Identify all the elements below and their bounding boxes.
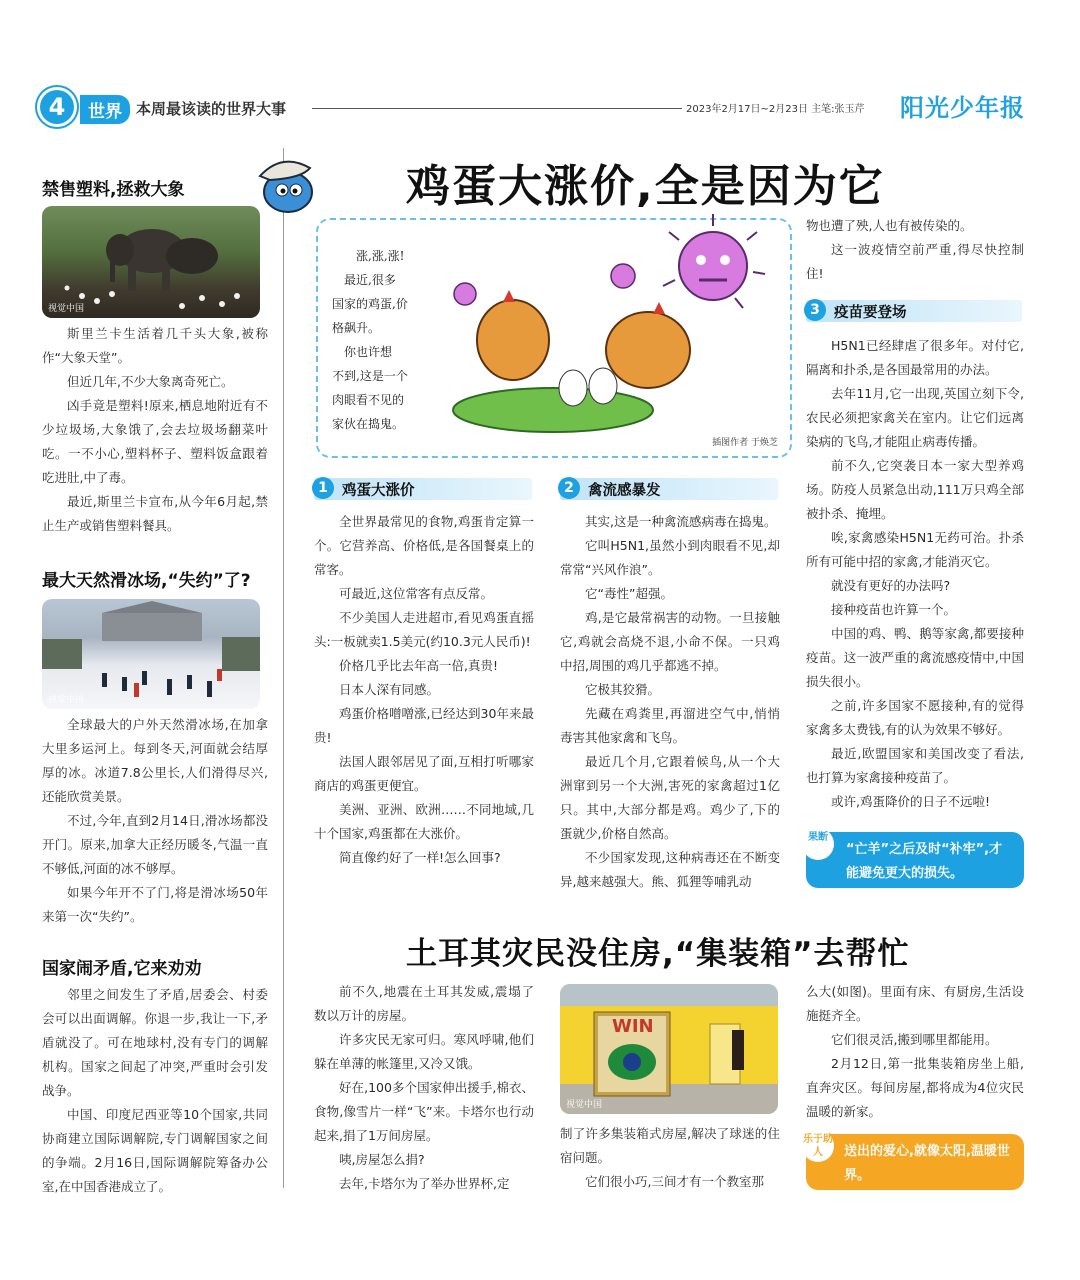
paragraph: 可最近,这位常客有点反常。 (339, 586, 493, 601)
subhead-label: 鸡蛋大涨价 (342, 483, 415, 499)
paragraph: 鸡,是它最常祸害的动物。一旦接触它,鸡就会高烧不退,小命不保。一只鸡中招,周围的鸡几乎都逃不掉。 (560, 610, 780, 673)
subhead-2 (560, 478, 778, 500)
mascot-icon (250, 150, 322, 216)
paragraph: 接种疫苗也许算一个。 (831, 602, 957, 617)
newspaper-logo: 阳光少年报 (900, 94, 1025, 122)
chicken-icon (606, 312, 690, 388)
paragraph: 美洲、亚洲、欧洲……不同地域,几十个国家,鸡蛋都在大涨价。 (314, 802, 534, 841)
paragraph: 其实,这是一种禽流感病毒在捣鬼。 (585, 514, 777, 529)
container-house-photo (560, 984, 778, 1114)
paragraph: 不少国家发现,这种病毒还在不断变异,越来越强大。熊、狐狸等哺乳动 (560, 850, 780, 889)
paragraph: 它们很灵活,搬到哪里都能用。 (831, 1032, 998, 1047)
subhead-3 (806, 300, 1022, 322)
egg-column-2 (560, 510, 780, 894)
subhead-label: 疫苗要登场 (834, 305, 907, 321)
paragraph: 咦,房屋怎么捐? (339, 1152, 425, 1167)
issue-date: 2023年2月17日~2月23日 主笔:张玉芹 (686, 104, 865, 115)
verdict-tag: 果断 (802, 828, 834, 860)
verdict-callout (806, 832, 1024, 888)
paragraph: 它们很小巧,三间才有一个教室那 (585, 1174, 764, 1189)
photo-credit: 视觉中国 (566, 1100, 603, 1110)
turkey-column-3 (806, 980, 1024, 1124)
headline-turkey: 土耳其灾民没住房,“集装箱”去帮忙 (406, 936, 910, 972)
paragraph: 如果今年开不了门,将是滑冰场50年来第一次“失约”。 (42, 885, 268, 924)
egg-column-1 (314, 510, 534, 870)
skating-photo (42, 599, 260, 709)
virus-icon (611, 264, 635, 288)
paragraph: 前不久,地震在土耳其发威,震塌了数以万计的房屋。 (314, 984, 534, 1023)
paragraph: 最近几个月,它跟着候鸟,从一个大洲窜到另一个大洲,害死的家禽超过1亿只。其中,大部分都是鸡。鸡少了,下的蛋就少,价格自然高。 (560, 754, 780, 841)
subhead-number: 2 (558, 477, 580, 499)
elephant-photo (42, 206, 260, 318)
page-tagline: 本周最该读的世界大事 (136, 100, 287, 118)
headline-egg: 鸡蛋大涨价,全是因为它 (406, 161, 885, 212)
chicken-virus-illustration (443, 210, 793, 450)
paragraph: 制了许多集装箱式房屋,解决了球迷的住宿问题。 (560, 1126, 780, 1165)
illustrator-credit: 插图作者 于焕芝 (712, 438, 778, 448)
illustration-poem: 涨,涨,涨! 最近,很多 国家的鸡蛋,价 格飙升。 你也许想 不到,这是一个 肉眼看不见的 家伙在捣鬼。 (332, 249, 408, 431)
virus-icon (454, 283, 476, 305)
help-tag: 乐于助人 (802, 1130, 834, 1162)
paragraph: 日本人深有同感。 (339, 682, 440, 697)
paragraph: 许多灾民无家可归。寒风呼啸,他们躲在单薄的帐篷里,又冷又饿。 (314, 1032, 534, 1071)
paragraph: 先藏在鸡粪里,再溜进空气中,悄悄毒害其他家禽和飞鸟。 (560, 706, 780, 745)
story-title: 禁售塑料,拯救大象 (42, 180, 185, 200)
paragraph: 之前,许多国家不愿接种,有的觉得家禽多太费钱,有的认为效果不够好。 (806, 698, 1024, 737)
paragraph: 斯里兰卡生活着几千头大象,被称作“大象天堂”。 (42, 326, 268, 365)
paragraph: 它“毒性”超强。 (585, 586, 673, 601)
paragraph: 鸡蛋价格噌噌涨,已经达到30年来最贵! (314, 706, 534, 745)
virus-icon (663, 214, 765, 308)
help-text: 送出的爱心,就像太阳,温暖世界。 (844, 1144, 1010, 1183)
column-divider (283, 148, 284, 1188)
turkey-column-2 (560, 1122, 780, 1194)
page-number: 4 (40, 90, 74, 124)
paragraph: 全世界最常见的食物,鸡蛋肯定算一个。它营养高、价格低,是各国餐桌上的常客。 (314, 514, 534, 577)
story-mediation (42, 954, 268, 1199)
help-callout (803, 1134, 1024, 1190)
egg-column-3 (806, 334, 1024, 814)
chicken-icon (477, 300, 549, 380)
story-body (42, 713, 268, 929)
paragraph: 最近,欧盟国家和美国改变了看法,也打算为家禽接种疫苗了。 (806, 746, 1024, 785)
grass-nest (453, 388, 653, 432)
paragraph: 邻里之间发生了矛盾,居委会、村委会可以出面调解。你退一步,我让一下,矛盾就没了。可在地球村,没有专门的调解机构。国家之间起了冲突,严重时会引发战争。 (42, 987, 268, 1098)
paragraph: 去年11月,它一出现,英国立刻下令,农民必须把家禽关在室内。让它们远离染病的飞鸟,才能阻止病毒传播。 (806, 386, 1024, 449)
story-elephants (42, 175, 268, 538)
turkey-column-1 (314, 980, 534, 1196)
paragraph: 凶手竟是塑料!原来,栖息地附近有不少垃圾场,大象饿了,会去垃圾场翻菜叶吃。一不小心,塑料杯子、塑料饭盒跟着吃进肚,中了毒。 (42, 398, 268, 485)
paragraph: 法国人跟邻居见了面,互相打听哪家商店的鸡蛋更便宜。 (314, 754, 534, 793)
paragraph: 2月12日,第一批集装箱房坐上船,直奔灾区。每间房屋,都将成为4位灾民温暖的新家。 (806, 1056, 1024, 1119)
paragraph: 全球最大的户外天然滑冰场,在加拿大里多运河上。每到冬天,河面就会结厚厚的冰。冰道7.8公里长,人们滑得尽兴,还能欣赏美景。 (42, 717, 268, 804)
header-rule (312, 108, 682, 109)
photo-credit: 视觉中国 (48, 695, 85, 705)
paragraph: 物也遭了殃,人也有被传染的。 (806, 218, 973, 233)
egg-column-3-top (806, 214, 1024, 286)
paragraph: 但近几年,不少大象离奇死亡。 (67, 374, 234, 389)
paragraph: 好在,100多个国家伸出援手,棉衣、食物,像雪片一样“飞”来。卡塔尔也行动起来,捐了1万间房屋。 (314, 1080, 534, 1143)
paragraph: 简直像约好了一样!怎么回事? (339, 850, 501, 865)
illustration-box (316, 218, 792, 458)
paragraph: 就没有更好的办法吗? (831, 578, 951, 593)
subhead-number: 1 (312, 477, 334, 499)
paragraph: 这一波疫情空前严重,得尽快控制住! (806, 242, 1024, 281)
paragraph: 不过,今年,直到2月14日,滑冰场都没开门。原来,加拿大正经历暖冬,气温一直不够低,河面的冰不够厚。 (42, 813, 268, 876)
story-body (42, 983, 268, 1199)
paragraph: 或许,鸡蛋降价的日子不远啦! (831, 794, 990, 809)
story-body (42, 322, 268, 538)
subhead-number: 3 (804, 299, 826, 321)
poster-text: WIN (612, 1016, 654, 1037)
photo-credit: 视觉中国 (48, 304, 85, 314)
section-label: 世界 (80, 95, 130, 124)
paragraph: 价格几乎比去年高一倍,真贵! (339, 658, 498, 673)
verdict-text: “亡羊”之后及时“补牢”,才能避免更大的损失。 (846, 842, 1003, 881)
story-skating (42, 566, 268, 929)
paragraph: 不少美国人走进超市,看见鸡蛋直摇头:一板就卖1.5美元(约10.3元人民币)! (314, 610, 534, 649)
subhead-1 (314, 478, 532, 500)
paragraph: 去年,卡塔尔为了举办世界杯,定 (339, 1176, 510, 1191)
paragraph: H5N1已经肆虐了很多年。对付它,隔离和扑杀,是各国最常用的办法。 (806, 338, 1024, 377)
paragraph: 么大(如图)。里面有床、有厨房,生活设施挺齐全。 (806, 984, 1024, 1023)
paragraph: 最近,斯里兰卡宣布,从今年6月起,禁止生产或销售塑料餐具。 (42, 494, 268, 533)
paragraph: 中国、印度尼西亚等10个国家,共同协商建立国际调解院,专门调解国家之间的争端。2月16日,国际调解院筹备办公室,在中国香港成立了。 (42, 1107, 268, 1194)
paragraph: 它极其狡猾。 (585, 682, 661, 697)
paragraph: 唉,家禽感染H5N1无药可治。扑杀所有可能中招的家禽,才能消灭它。 (806, 530, 1024, 569)
paragraph: 前不久,它突袭日本一家大型养鸡场。防疫人员紧急出动,111万只鸡全部被扑杀、掩埋。 (806, 458, 1024, 521)
paragraph: 它叫H5N1,虽然小到肉眼看不见,却常常“兴风作浪”。 (560, 538, 780, 577)
story-title: 国家闹矛盾,它来劝劝 (42, 959, 202, 979)
story-title: 最大天然滑冰场,“失约”了? (42, 571, 251, 591)
subhead-label: 禽流感暴发 (588, 483, 661, 499)
paragraph: 中国的鸡、鸭、鹅等家禽,都要接种疫苗。这一波严重的禽流感疫情中,中国损失很小。 (806, 626, 1024, 689)
